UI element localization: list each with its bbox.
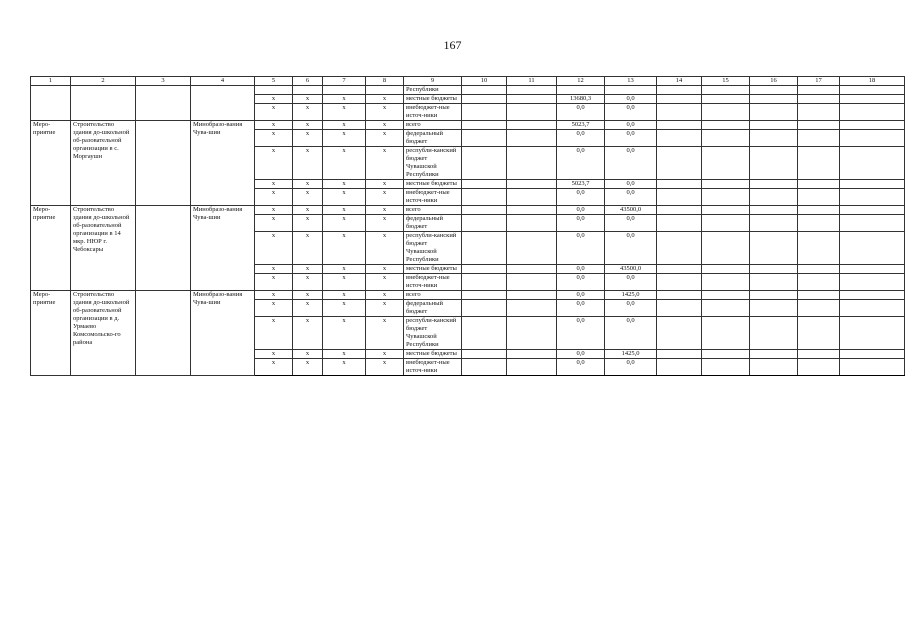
value-cell-12: 5023,7 — [557, 180, 605, 189]
col-header: 15 — [702, 77, 750, 86]
value-cell-13: 1425,0 — [605, 291, 657, 300]
col-header: 11 — [507, 77, 557, 86]
col-header: 3 — [136, 77, 191, 86]
empty-cell — [840, 291, 905, 300]
empty-cell — [840, 232, 905, 265]
col-header: 4 — [191, 77, 255, 86]
empty-cell — [462, 232, 507, 265]
empty-cell — [840, 359, 905, 376]
value-cell-12: 0,0 — [557, 359, 605, 376]
empty-cell — [657, 147, 702, 180]
empty-cell — [750, 104, 798, 121]
empty-cell — [462, 359, 507, 376]
empty-cell — [462, 265, 507, 274]
event-type: Меро-приятие — [31, 121, 71, 206]
event-type: Меро-приятие — [31, 206, 71, 291]
marker-cell: х — [293, 121, 323, 130]
event-type: Меро-приятие — [31, 291, 71, 376]
value-cell-13: 0,0 — [605, 95, 657, 104]
empty-cell — [462, 291, 507, 300]
col-header: 18 — [840, 77, 905, 86]
empty-cell — [750, 291, 798, 300]
header-row — [31, 77, 905, 86]
empty-cell — [462, 189, 507, 206]
marker-cell: х — [255, 121, 293, 130]
empty-cell — [798, 206, 840, 215]
marker-cell: х — [366, 291, 404, 300]
col-header: 12 — [557, 77, 605, 86]
empty-cell — [840, 95, 905, 104]
marker-cell: х — [293, 189, 323, 206]
empty-cell — [462, 215, 507, 232]
empty-cell — [750, 206, 798, 215]
funding-source: федеральный бюджет — [404, 300, 462, 317]
empty-cell — [840, 189, 905, 206]
col-header: 10 — [462, 77, 507, 86]
value-cell-13: 0,0 — [605, 130, 657, 147]
empty-cell — [657, 350, 702, 359]
empty-cell — [462, 147, 507, 180]
marker-cell: х — [366, 95, 404, 104]
empty-cell — [750, 215, 798, 232]
empty-cell — [507, 95, 557, 104]
empty-cell — [462, 350, 507, 359]
empty-cell — [462, 300, 507, 317]
value-cell-13: 0,0 — [605, 232, 657, 265]
marker-cell: х — [255, 274, 293, 291]
empty-cell — [507, 121, 557, 130]
empty-cell — [136, 291, 191, 376]
empty-cell — [798, 317, 840, 350]
empty-cell — [702, 274, 750, 291]
marker-cell: х — [255, 300, 293, 317]
marker-cell: х — [255, 189, 293, 206]
value-cell-12: 0,0 — [557, 291, 605, 300]
empty-cell — [507, 86, 557, 95]
marker-cell: х — [293, 359, 323, 376]
empty-cell — [657, 317, 702, 350]
col-header: 13 — [605, 77, 657, 86]
empty-cell — [462, 130, 507, 147]
empty-cell — [702, 86, 750, 95]
marker-cell: х — [323, 95, 366, 104]
empty-cell — [507, 104, 557, 121]
value-cell-12: 0,0 — [557, 300, 605, 317]
marker-cell: х — [323, 130, 366, 147]
funding-source: местные бюджеты — [404, 265, 462, 274]
empty-cell — [798, 130, 840, 147]
empty-cell — [798, 291, 840, 300]
marker-cell: х — [293, 317, 323, 350]
empty-cell — [507, 206, 557, 215]
value-cell-12: 0,0 — [557, 274, 605, 291]
empty-cell — [840, 274, 905, 291]
empty-cell — [702, 359, 750, 376]
col-header: 2 — [71, 77, 136, 86]
empty-cell — [840, 215, 905, 232]
empty-cell — [605, 86, 657, 95]
empty-cell — [840, 206, 905, 215]
empty-cell — [798, 215, 840, 232]
empty-cell — [702, 95, 750, 104]
empty-cell — [507, 317, 557, 350]
funding-source: всего — [404, 206, 462, 215]
page-number: 167 — [443, 38, 462, 52]
empty-cell — [702, 121, 750, 130]
funding-source: внебюджет-ные источ-ники — [404, 104, 462, 121]
col-header: 14 — [657, 77, 702, 86]
empty-cell — [798, 121, 840, 130]
table-row — [31, 121, 905, 130]
empty-cell — [840, 180, 905, 189]
marker-cell: х — [293, 265, 323, 274]
empty-cell — [798, 265, 840, 274]
funding-source: внебюджет-ные источ-ники — [404, 189, 462, 206]
empty-cell — [702, 206, 750, 215]
empty-cell — [657, 95, 702, 104]
empty-cell — [657, 180, 702, 189]
empty-cell — [750, 274, 798, 291]
empty-cell — [750, 95, 798, 104]
empty-cell — [750, 147, 798, 180]
funding-source: федеральный бюджет — [404, 215, 462, 232]
empty-cell — [507, 180, 557, 189]
value-cell-13: 0,0 — [605, 104, 657, 121]
marker-cell: х — [255, 232, 293, 265]
value-cell-13: 0,0 — [605, 300, 657, 317]
empty-cell — [798, 95, 840, 104]
marker-cell: х — [323, 121, 366, 130]
funding-source: республи-канский бюджет Чувашской Республики — [404, 317, 462, 350]
empty-cell — [702, 317, 750, 350]
event-name: Строительство здания до-школьной об-разовательной организации в с. Моргаушн — [71, 121, 136, 206]
col-header: 9 — [404, 77, 462, 86]
empty-cell — [507, 232, 557, 265]
funding-source: местные бюджеты — [404, 350, 462, 359]
empty-cell — [657, 104, 702, 121]
empty-cell — [840, 86, 905, 95]
funding-source: всего — [404, 121, 462, 130]
marker-cell: х — [293, 147, 323, 180]
value-cell-12: 0,0 — [557, 265, 605, 274]
empty-cell — [702, 130, 750, 147]
value-cell-13: 0,0 — [605, 274, 657, 291]
marker-cell: х — [323, 215, 366, 232]
marker-cell: х — [323, 232, 366, 265]
empty-cell — [557, 86, 605, 95]
empty-cell — [798, 147, 840, 180]
marker-cell: х — [293, 206, 323, 215]
marker-cell: х — [293, 300, 323, 317]
funding-source: внебюджет-ные источ-ники — [404, 274, 462, 291]
value-cell-12: 0,0 — [557, 130, 605, 147]
col-header: 17 — [798, 77, 840, 86]
col-header: 1 — [31, 77, 71, 86]
value-cell-12: 0,0 — [557, 104, 605, 121]
empty-cell — [657, 291, 702, 300]
marker-cell: х — [255, 317, 293, 350]
funding-source: всего — [404, 291, 462, 300]
funding-source: республи-канский бюджет Чувашской Республики — [404, 232, 462, 265]
table-row — [31, 86, 905, 95]
marker-cell: х — [323, 189, 366, 206]
marker-cell: х — [323, 300, 366, 317]
marker-cell: х — [366, 121, 404, 130]
value-cell-13: 0,0 — [605, 121, 657, 130]
empty-cell — [657, 359, 702, 376]
empty-cell — [657, 300, 702, 317]
marker-cell: х — [255, 180, 293, 189]
marker-cell: х — [366, 104, 404, 121]
value-cell-12: 5023,7 — [557, 121, 605, 130]
empty-cell — [750, 300, 798, 317]
empty-cell — [702, 189, 750, 206]
empty-cell — [255, 86, 293, 95]
empty-cell — [657, 130, 702, 147]
marker-cell: х — [323, 359, 366, 376]
marker-cell: х — [366, 215, 404, 232]
marker-cell: х — [366, 274, 404, 291]
empty-cell — [840, 300, 905, 317]
marker-cell: х — [323, 274, 366, 291]
marker-cell: х — [293, 291, 323, 300]
event-name: Строительство здания до-школьной об-разовательной организации в д. Урмаево Комсомольско-го района — [71, 291, 136, 376]
table-row — [31, 291, 905, 300]
empty-cell — [840, 104, 905, 121]
empty-cell — [657, 232, 702, 265]
value-cell-13: 0,0 — [605, 147, 657, 180]
empty-cell — [750, 189, 798, 206]
empty-cell — [702, 147, 750, 180]
empty-cell — [507, 291, 557, 300]
marker-cell: х — [366, 359, 404, 376]
value-cell-12: 0,0 — [557, 189, 605, 206]
funding-source: внебюджет-ные источ-ники — [404, 359, 462, 376]
value-cell-12: 0,0 — [557, 215, 605, 232]
empty-cell — [462, 180, 507, 189]
executor: Минобразо-вания Чува-шии — [191, 121, 255, 206]
marker-cell: х — [323, 317, 366, 350]
marker-cell: х — [323, 180, 366, 189]
col-header: 5 — [255, 77, 293, 86]
marker-cell: х — [323, 350, 366, 359]
funding-source: местные бюджеты — [404, 95, 462, 104]
col-header: 8 — [366, 77, 404, 86]
marker-cell: х — [366, 265, 404, 274]
marker-cell: х — [293, 232, 323, 265]
empty-cell — [750, 86, 798, 95]
empty-cell — [507, 265, 557, 274]
empty-cell — [798, 350, 840, 359]
empty-cell — [840, 265, 905, 274]
empty-cell — [702, 232, 750, 265]
empty-cell — [798, 86, 840, 95]
carry-col-4 — [191, 86, 255, 121]
funding-source: Республики — [404, 86, 462, 95]
marker-cell: х — [293, 95, 323, 104]
value-cell-12: 13680,3 — [557, 95, 605, 104]
executor: Минобразо-вания Чува-шии — [191, 206, 255, 291]
event-name: Строительство здания до-школьной об-разовательной организации в 14 мкр. НЮР г. Чебоксары — [71, 206, 136, 291]
marker-cell: х — [255, 206, 293, 215]
empty-cell — [462, 206, 507, 215]
empty-cell — [750, 317, 798, 350]
budget-table — [30, 76, 905, 376]
empty-cell — [750, 265, 798, 274]
marker-cell: х — [323, 104, 366, 121]
value-cell-12: 0,0 — [557, 317, 605, 350]
empty-cell — [840, 130, 905, 147]
empty-cell — [136, 206, 191, 291]
empty-cell — [462, 104, 507, 121]
marker-cell: х — [293, 104, 323, 121]
empty-cell — [702, 350, 750, 359]
marker-cell: х — [366, 300, 404, 317]
empty-cell — [293, 86, 323, 95]
funding-source: федеральный бюджет — [404, 130, 462, 147]
empty-cell — [798, 180, 840, 189]
value-cell-13: 0,0 — [605, 359, 657, 376]
table-row — [31, 206, 905, 215]
value-cell-13: 0,0 — [605, 215, 657, 232]
empty-cell — [750, 359, 798, 376]
marker-cell: х — [293, 215, 323, 232]
value-cell-12: 0,0 — [557, 147, 605, 180]
marker-cell: х — [366, 147, 404, 180]
marker-cell: х — [255, 95, 293, 104]
executor: Минобразо-вания Чува-шии — [191, 291, 255, 376]
empty-cell — [657, 121, 702, 130]
empty-cell — [657, 215, 702, 232]
empty-cell — [798, 232, 840, 265]
marker-cell: х — [366, 232, 404, 265]
empty-cell — [507, 215, 557, 232]
marker-cell: х — [293, 180, 323, 189]
value-cell-12: 0,0 — [557, 350, 605, 359]
marker-cell: х — [293, 274, 323, 291]
marker-cell: х — [293, 350, 323, 359]
empty-cell — [798, 300, 840, 317]
marker-cell: х — [366, 189, 404, 206]
empty-cell — [462, 317, 507, 350]
marker-cell: х — [293, 130, 323, 147]
empty-cell — [702, 300, 750, 317]
empty-cell — [702, 180, 750, 189]
empty-cell — [507, 300, 557, 317]
empty-cell — [750, 232, 798, 265]
marker-cell: х — [323, 147, 366, 180]
empty-cell — [840, 121, 905, 130]
marker-cell: х — [255, 130, 293, 147]
value-cell-13: 43500,0 — [605, 206, 657, 215]
carry-col-3 — [136, 86, 191, 121]
marker-cell: х — [255, 215, 293, 232]
empty-cell — [366, 86, 404, 95]
empty-cell — [798, 104, 840, 121]
marker-cell: х — [255, 350, 293, 359]
marker-cell: х — [366, 130, 404, 147]
value-cell-12: 0,0 — [557, 232, 605, 265]
marker-cell: х — [255, 359, 293, 376]
empty-cell — [507, 147, 557, 180]
budget-table-wrapper — [30, 76, 876, 376]
value-cell-13: 1425,0 — [605, 350, 657, 359]
empty-cell — [750, 180, 798, 189]
marker-cell: х — [366, 180, 404, 189]
col-header: 16 — [750, 77, 798, 86]
empty-cell — [657, 206, 702, 215]
empty-cell — [702, 291, 750, 300]
empty-cell — [798, 274, 840, 291]
funding-source: местные бюджеты — [404, 180, 462, 189]
empty-cell — [507, 350, 557, 359]
marker-cell: х — [255, 265, 293, 274]
empty-cell — [840, 317, 905, 350]
empty-cell — [750, 121, 798, 130]
empty-cell — [507, 274, 557, 291]
marker-cell: х — [255, 147, 293, 180]
empty-cell — [507, 130, 557, 147]
carry-col-2 — [71, 86, 136, 121]
value-cell-13: 0,0 — [605, 180, 657, 189]
marker-cell: х — [323, 206, 366, 215]
carry-col-1 — [31, 86, 71, 121]
marker-cell: х — [366, 350, 404, 359]
empty-cell — [462, 86, 507, 95]
col-header: 6 — [293, 77, 323, 86]
value-cell-13: 0,0 — [605, 317, 657, 350]
marker-cell: х — [366, 206, 404, 215]
empty-cell — [462, 274, 507, 291]
empty-cell — [798, 359, 840, 376]
empty-cell — [750, 350, 798, 359]
empty-cell — [136, 121, 191, 206]
empty-cell — [323, 86, 366, 95]
marker-cell: х — [366, 317, 404, 350]
value-cell-13: 43500,0 — [605, 265, 657, 274]
empty-cell — [840, 350, 905, 359]
empty-cell — [840, 147, 905, 180]
empty-cell — [657, 189, 702, 206]
col-header: 7 — [323, 77, 366, 86]
empty-cell — [462, 95, 507, 104]
empty-cell — [657, 86, 702, 95]
value-cell-12: 0,0 — [557, 206, 605, 215]
marker-cell: х — [255, 104, 293, 121]
empty-cell — [657, 274, 702, 291]
funding-source: республи-канский бюджет Чувашской Республики — [404, 147, 462, 180]
empty-cell — [798, 189, 840, 206]
empty-cell — [702, 215, 750, 232]
empty-cell — [507, 359, 557, 376]
marker-cell: х — [323, 291, 366, 300]
empty-cell — [507, 189, 557, 206]
empty-cell — [702, 104, 750, 121]
marker-cell: х — [255, 291, 293, 300]
value-cell-13: 0,0 — [605, 189, 657, 206]
empty-cell — [750, 130, 798, 147]
marker-cell: х — [323, 265, 366, 274]
empty-cell — [657, 265, 702, 274]
empty-cell — [462, 121, 507, 130]
empty-cell — [702, 265, 750, 274]
